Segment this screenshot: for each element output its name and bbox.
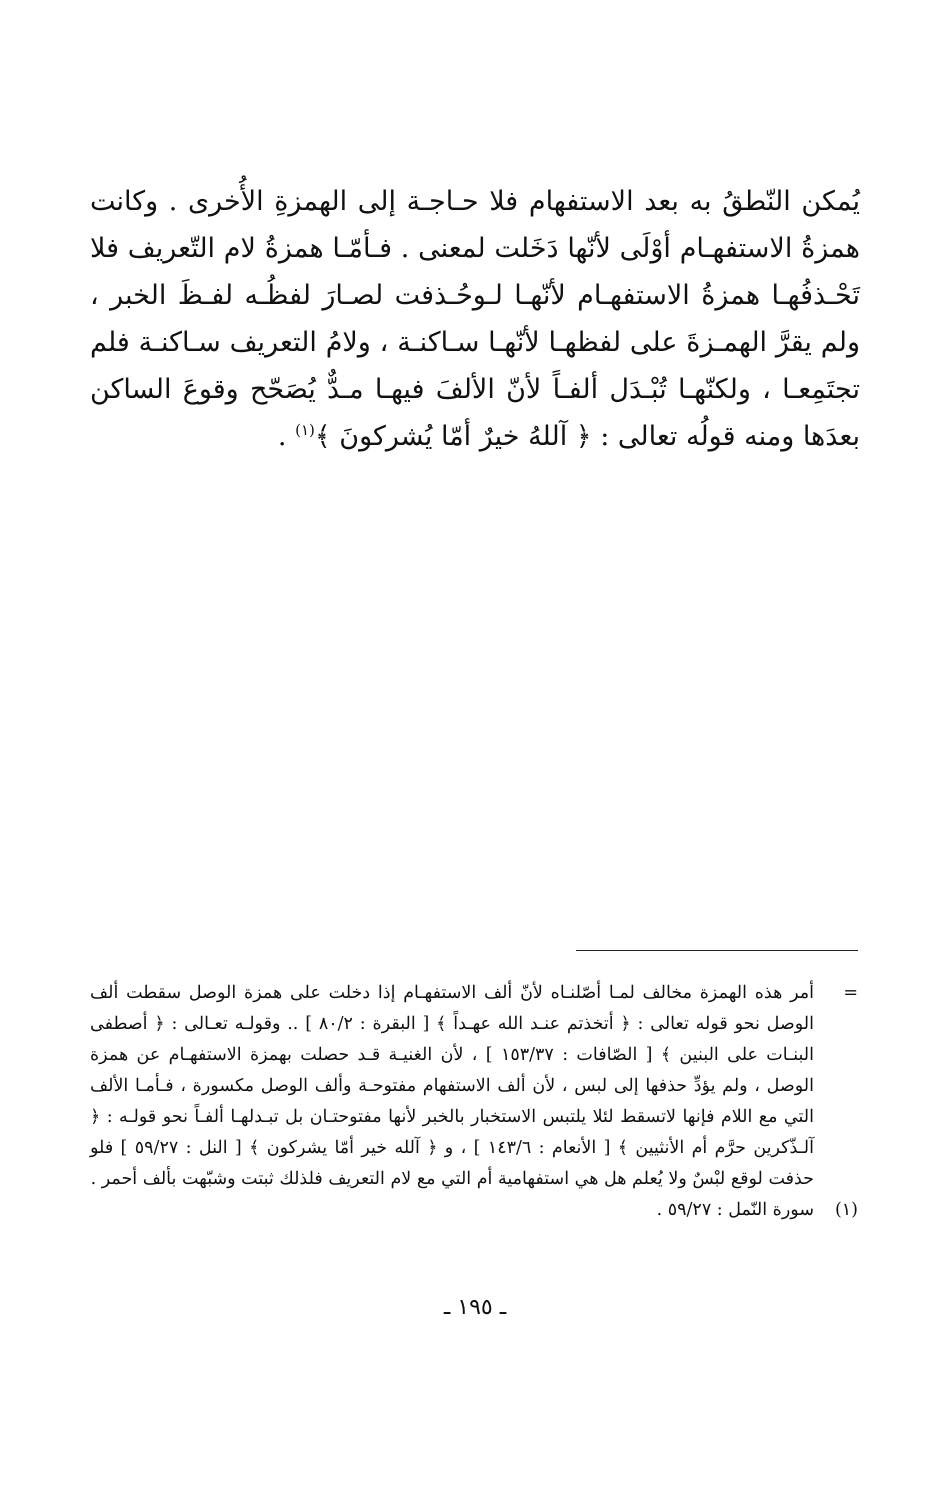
- footnote-1-marker: (١): [834, 1200, 858, 1220]
- footnote-continuation: [90, 978, 858, 1195]
- footnote-continuation-text: أمر هذه الهمزة مخالف لمـا أصّلنـاه لأنّ ألف الاستفهـام إذا دخلت على همزة الوصل سقطت ألف الوصل نحو قوله تعالى : ﴿ أتخذتم عنـد الله عهـداً ﴾ [ البقرة : ٨٠/٢ ] .. وقولـه تعـالى : ﴿ أصطفى البنـات على البنين ﴾ [ الصّافات : ١٥٣/٣٧ ] ، لأن الغنيـة قـد حصلت بهمزة الاستفهـام عن همزة الوصل ، ولم يؤدِّ حذفها إلى لبس ، لأن ألف الاستفهام مفتوحـة وألف الوصل مكسورة ، فـأمـا الألف التي مع اللام فإنها لاتسقط لئلا يلتبس الاستخبار بالخبر لأنها مفتوحتـان بل تبـدلهـا ألفـاً نحو قولـه : ﴿ آلـذّكرين حرَّم أم الأنثيين ﴾ [ الأنعام : ١٤٣/٦ ] ، و ﴿ آلله خير أمّا يشركون ﴾ [ النل : ٥٩/٢٧ ] فلو حذفت لوقع لبْسٌ ولا يُعلم هل هي استفهامية أم التي مع لام التعريف فلذلك ثبتت وشبّهت بألف أحمر .: [90, 983, 814, 1189]
- footnote-separator-line: [576, 950, 858, 951]
- footnote-1: [90, 1195, 858, 1226]
- footnote-1-text: سورة النّمل : ٥٩/٢٧ .: [656, 1200, 814, 1220]
- page-number: ـ ١٩٥ ـ: [443, 1295, 507, 1320]
- main-paragraph-text: يُمكن النّطقُ به بعد الاستفهام فلا حـاجـة إلى الهمزةِ الأُخرى . وكانت همزةُ الاستفهـام أوْلَى لأنّها دَخَلت لمعنى . فـأمّـا همزةُ لام التّعريف فلا تَحْـذفُهـا همزةُ الاستفهـام لأنّهـا لـوحُـذفت لصـارَ لفظُـه لفـظَ الخبر ، ولم يقرَّ الهمـزةَ على لفظهـا لأنّهـا سـاكنـة ، ولامُ التعريف سـاكنـة فلم تجتَمِعـا ، ولكنّهـا تُبْـدَل ألفـاً لأنّ الألفَ فيهـا مـدٌّ يُصَحّح وقوعَ الساكن بعدَها ومنه قولُه تعالى : ﴿ آللهُ خيرٌ أمّا يُشركونَ ﴾: [90, 186, 860, 452]
- main-paragraph: [90, 178, 860, 460]
- main-text-block: [90, 178, 860, 460]
- footnotes-block: [90, 978, 858, 1226]
- footnote-reference-1: (١): [295, 421, 315, 439]
- sentence-ending: .: [277, 421, 296, 452]
- footnote-continuation-marker: =: [843, 983, 858, 1003]
